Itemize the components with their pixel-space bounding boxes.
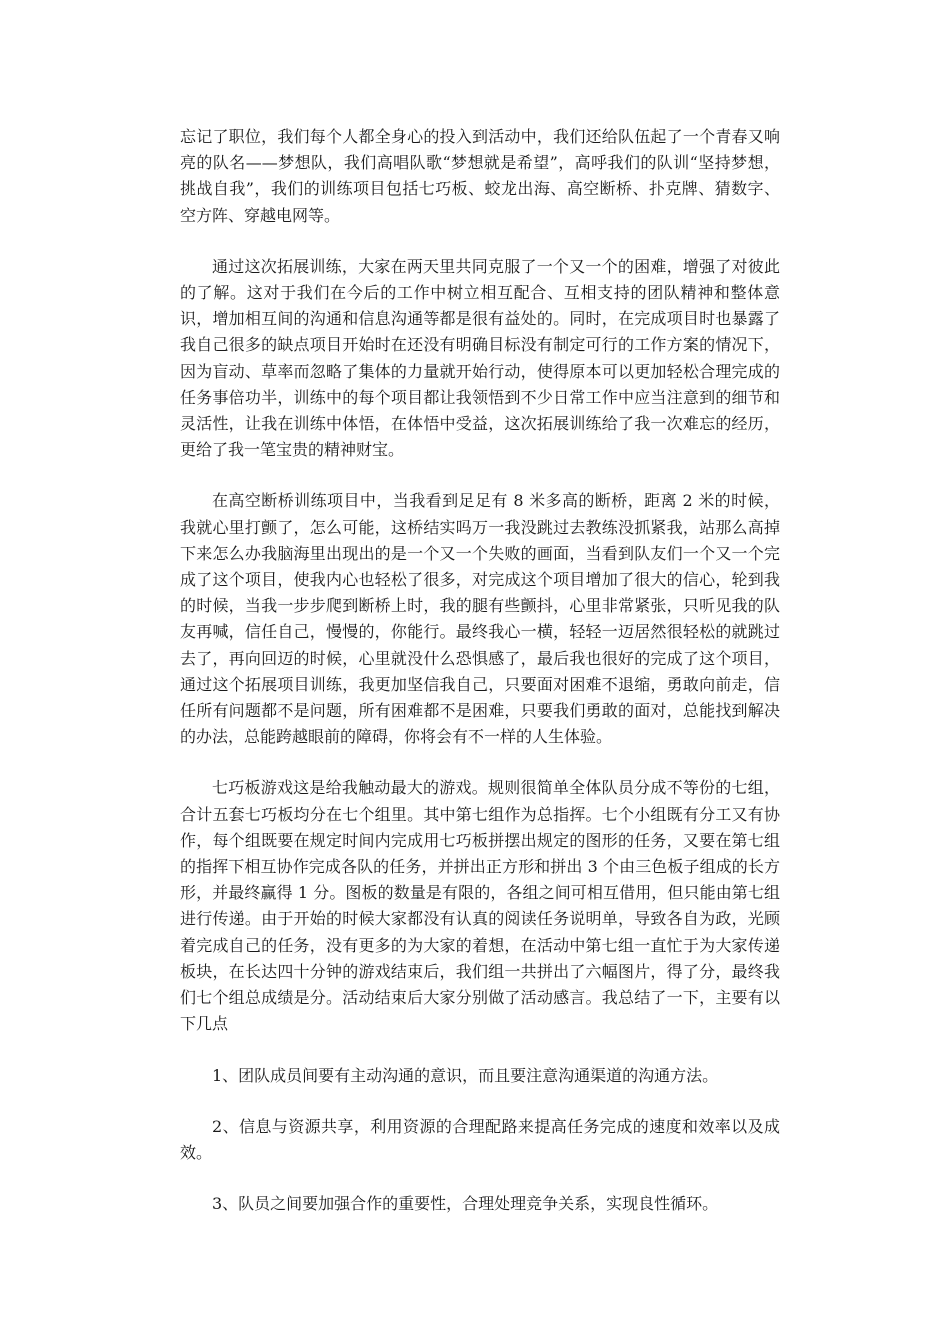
paragraph-training-summary: 通过这次拓展训练，大家在两天里共同克服了一个又一个的困难，增强了对彼此的了解。这对于我们在今后的工作中树立相互配合、互相支持的团队精神和整体意识，增加相互间的沟通和信息沟通等都是很有益处的。同时，在完成项目时也暴露了我自己很多的缺点项目开始时在还没有明确目标没有制定可行的工作方案的情况下，因为盲动、草率而忽略了集体的力量就开始行动，使得原本可以更加轻松合理完成的任务事倍功半，训练中的每个项目都让我领悟到不少日常工作中应当注意到的细节和灵活性，让我在训练中体悟，在体悟中受益，这次拓展训练给了我一次难忘的经历，更给了我一笔宝贵的精神财宝。 — [180, 256, 780, 460]
list-item-point-2: 2、信息与资源共享，利用资源的合理配路来提高任务完成的速度和效率以及成效。 — [180, 1116, 780, 1162]
document-body — [180, 124, 780, 1242]
paragraph-broken-bridge: 在高空断桥训练项目中，当我看到足足有 8 米多高的断桥，距离 2 米的时候，我就心里打颤了，怎么可能，这桥结实吗万一我没跳过去教练没抓紧我，站那么高掉下来怎么办我脑海里出现出的是一个又一个失败的画面，当看到队友们一个又一个完成了这个项目，使我内心也轻松了很多，对完成这个项目增加了很大的信心，轮到我的时候，当我一步步爬到断桥上时，我的腿有些颤抖，心里非常紧张，只听见我的队友再喊，信任自己，慢慢的，你能行。最终我心一横，轻轻一迈居然很轻松的就跳过去了，再向回迈的时候，心里就没什么恐惧感了，最后我也很好的完成了这个项目，通过这个拓展项目训练，我更加坚信我自己，只要面对困难不退缩，勇敢向前走，信任所有问题都不是问题，所有困难都不是困难，只要我们勇敢的面对，总能找到解决的办法，总能跨越眼前的障碍，你将会有不一样的人生体验。 — [180, 491, 780, 747]
paragraph-team-name: 忘记了职位，我们每个人都全身心的投入到活动中，我们还给队伍起了一个青春又响亮的队名——梦想队，我们高唱队歌“梦想就是希望”，高呼我们的队训“坚持梦想，挑战自我”，我们的训练项目包括七巧板、蛟龙出海、高空断桥、扑克牌、猜数字、空方阵、穿越电网等。 — [180, 127, 780, 225]
list-item-point-1: 1、团队成员间要有主动沟通的意识，而且要注意沟通渠道的沟通方法。 — [212, 1065, 719, 1085]
paragraph-tangram-game: 七巧板游戏这是给我触动最大的游戏。规则很简单全体队员分成不等份的七组，合计五套七巧板均分在七个组里。其中第七组作为总指挥。七个小组既有分工又有协作，每个组既要在规定时间内完成用七巧板拼摆出规定的图形的任务，又要在第七组的指挥下相互协作完成各队的任务，并拼出正方形和拼出 3 个由三色板子组成的长方形，并最终赢得 1 分。图板的数量是有限的，各组之间可相互借用，但只能由第七组进行传递。由于开始的时候大家都没有认真的阅读任务说明单，导致各自为政，光顾着完成自己的任务，没有更多的为大家的着想，在活动中第七组一直忙于为大家传递板块，在长达四十分钟的游戏结束后，我们组一共拼出了六幅图片，得了分，最终我们七个组总成绩是分。活动结束后大家分别做了活动感言。我总结了一下，主要有以下几点 — [180, 778, 780, 1034]
list-item-point-3: 3、队员之间要加强合作的重要性，合理处理竞争关系，实现良性循环。 — [212, 1194, 719, 1214]
